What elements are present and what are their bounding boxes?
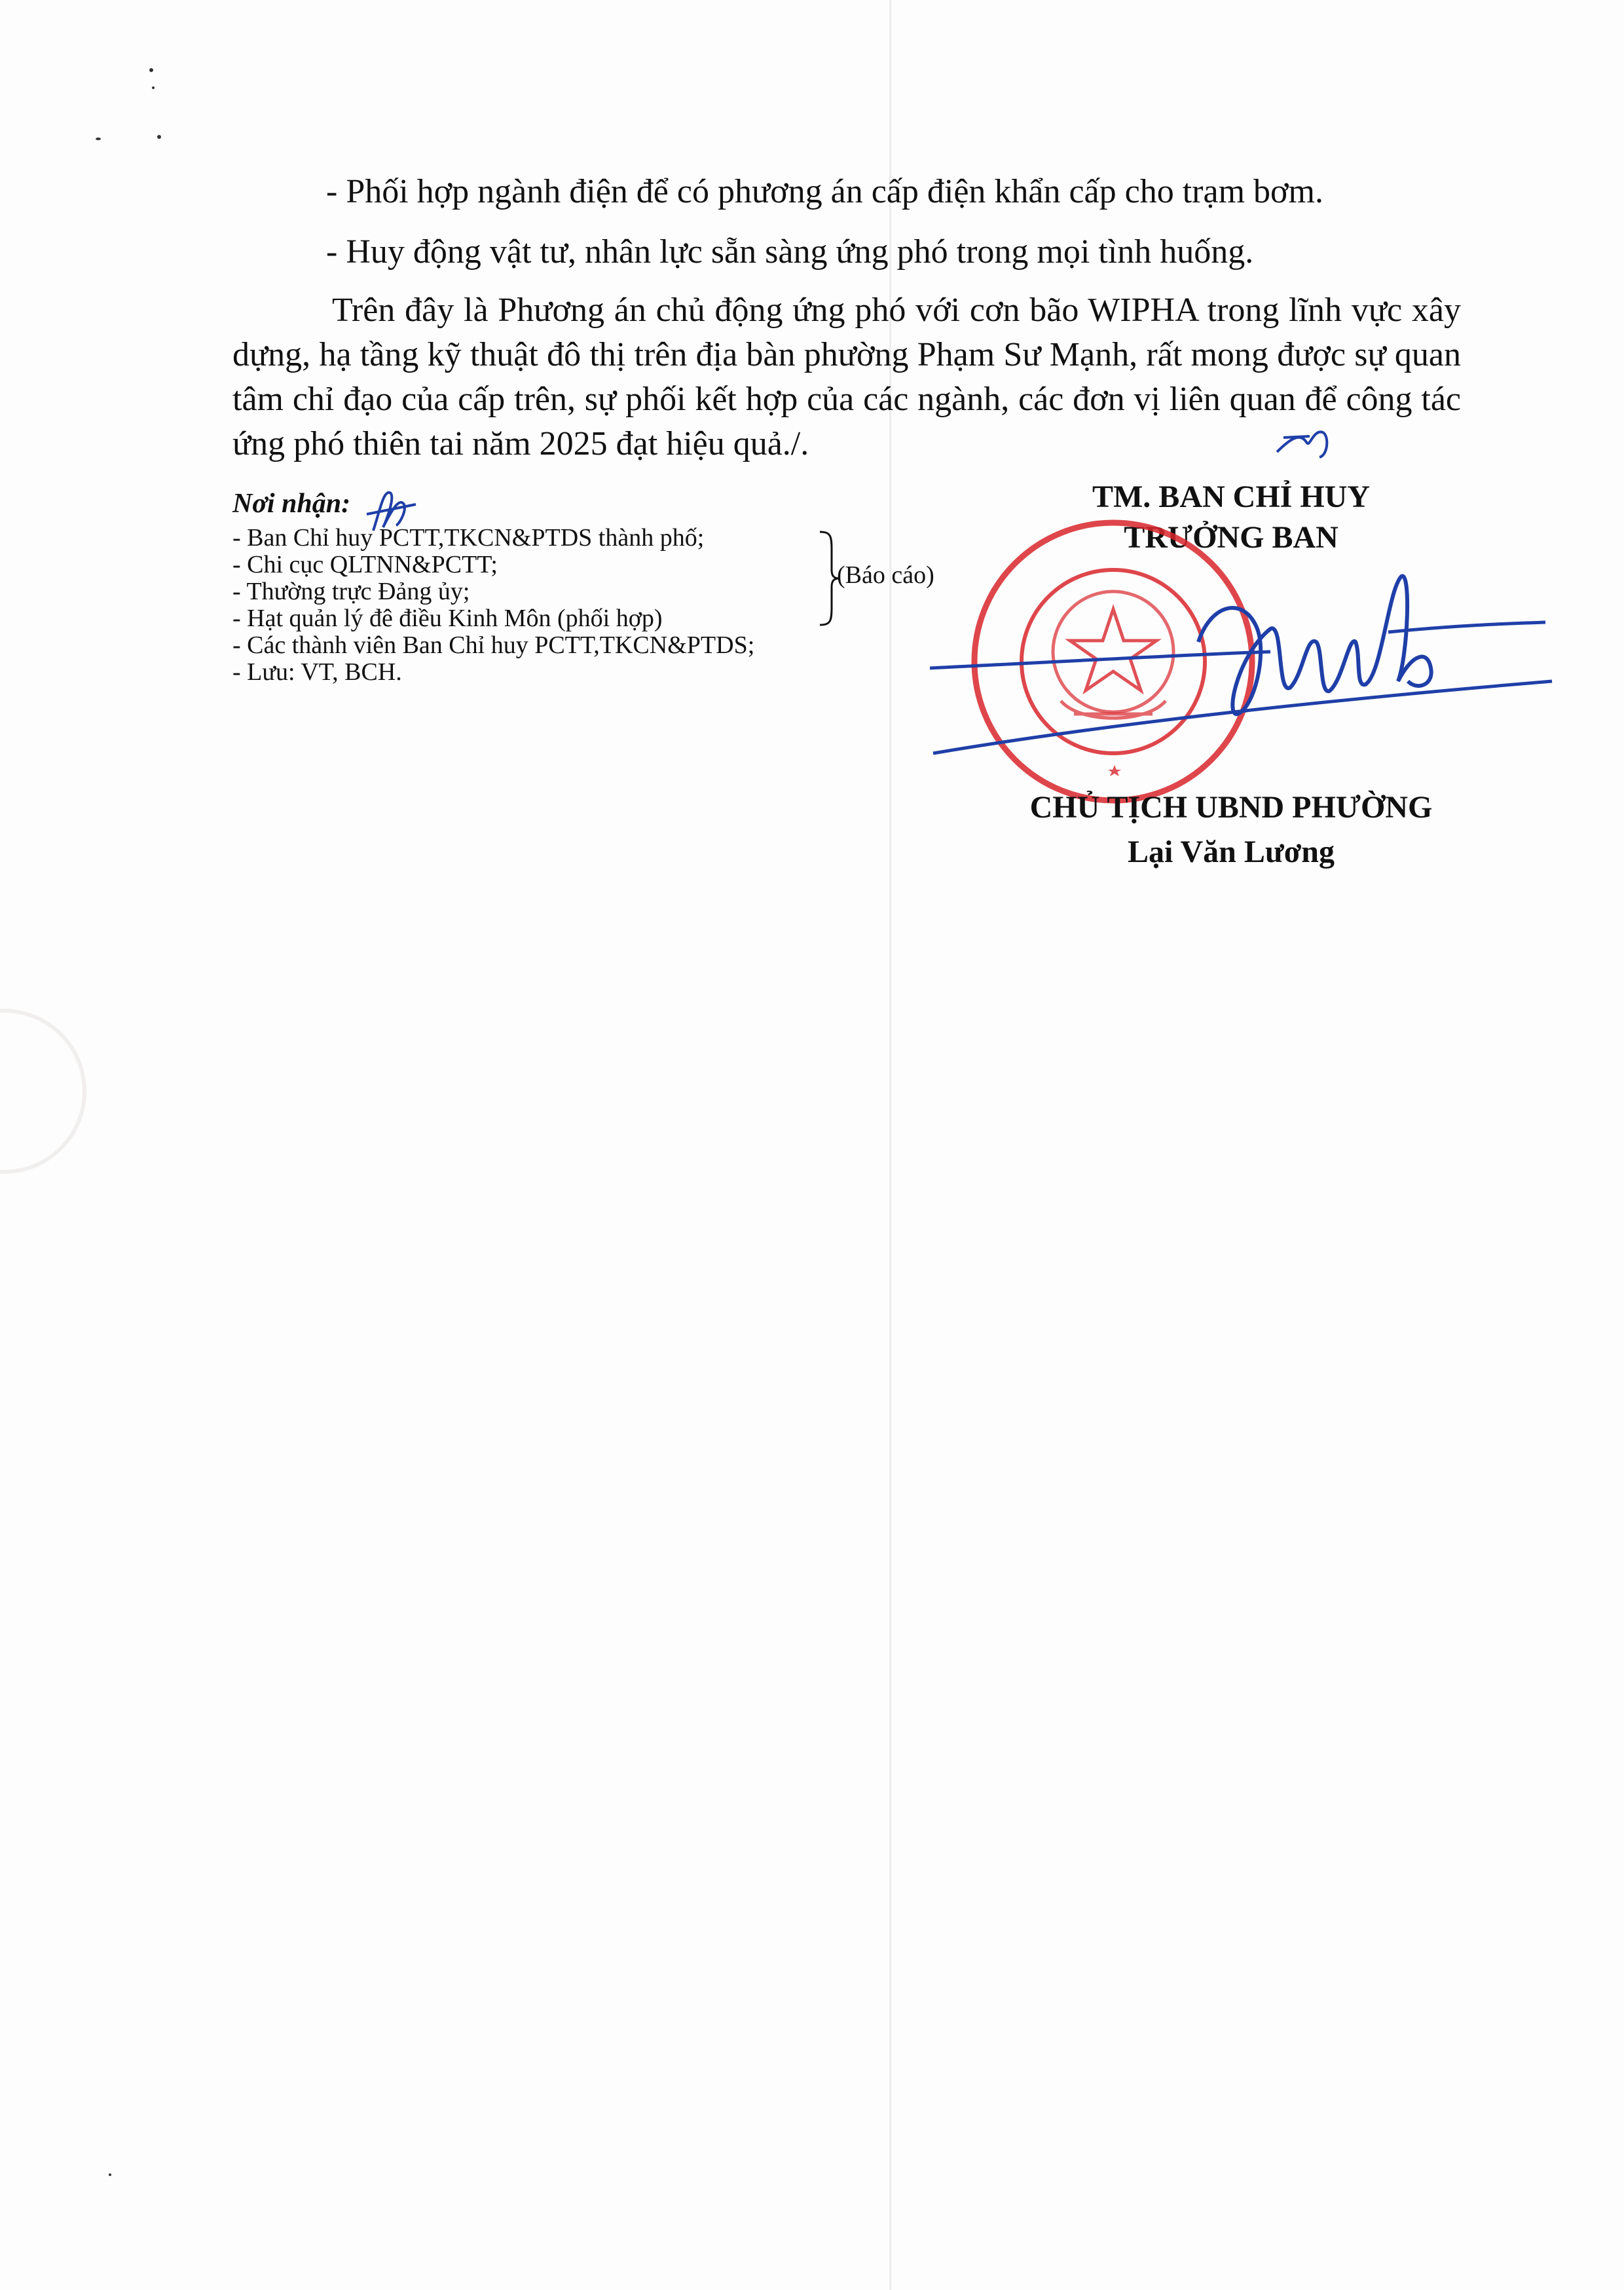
initial-mark (1270, 419, 1342, 465)
faint-stamp-mark (0, 1009, 86, 1174)
recipients-title: Nơi nhận: (232, 489, 351, 519)
bullet-line: - Phối hợp ngành điện để có phương án cấp điện khẩn cấp cho trạm bơm. (326, 173, 1323, 210)
bullet-line: - Huy động vật tư, nhân lực sẵn sàng ứng phó trong mọi tình huống. (326, 233, 1254, 271)
scan-speck (152, 86, 155, 89)
signer-title: CHỦ TỊCH UBND PHƯỜNG (1029, 790, 1433, 825)
signature-heading-line1: TM. BAN CHỈ HUY (1092, 479, 1370, 514)
scan-speck (109, 2173, 111, 2176)
recipients-initial-mark (363, 485, 422, 537)
recipient-item: - Chi cục QLTNN&PCTT; (232, 551, 498, 578)
report-note: (Báo cáo) (837, 561, 934, 589)
recipient-item: - Thường trực Đảng ủy; (232, 578, 470, 605)
scan-speck (96, 138, 101, 140)
recipient-item: - Hạt quản lý đê điều Kinh Môn (phối hợp) (232, 605, 663, 632)
scan-speck (157, 135, 161, 139)
recipient-item: - Các thành viên Ban Chỉ huy PCTT,TKCN&PTDS; (232, 631, 755, 659)
signer-name: Lại Văn Lương (1128, 835, 1335, 869)
closing-paragraph: Trên đây là Phương án chủ động ứng phó với cơn bão WIPHA trong lĩnh vực xây dựng, hạ tầng kỹ thuật đô thị trên địa bàn phường Phạm Sư Mạnh, rất mong được sự quan tâm chỉ đạo của cấp trên, sự phối kết hợp của các ngành, các đơn vị liên quan để công tác ứng phó thiên tai năm 2025 đạt hiệu quả./. (232, 291, 1461, 462)
recipient-item: - Lưu: VT, BCH. (232, 658, 402, 686)
signature-heading-line2: TRƯỞNG BAN (1124, 520, 1338, 555)
handwritten-signature (930, 563, 1559, 773)
scan-speck (149, 68, 153, 72)
recipient-item: - Ban Chỉ huy PCTT,TKCN&PTDS thành phố; (232, 524, 705, 552)
